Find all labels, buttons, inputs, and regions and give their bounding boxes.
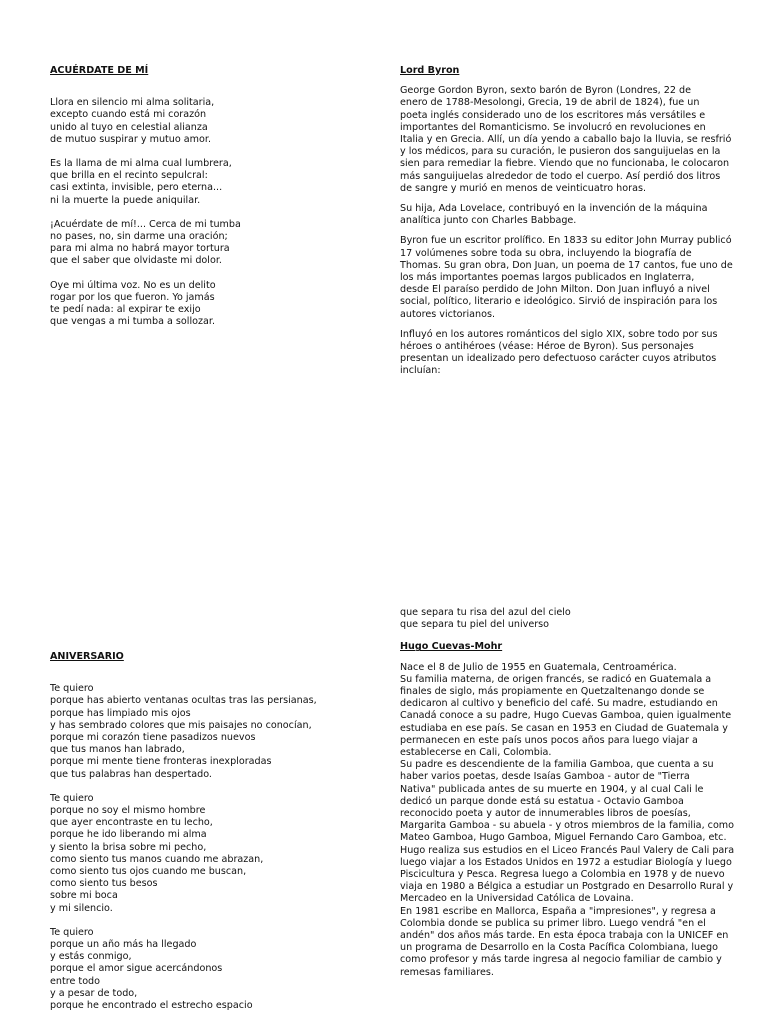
poem-stanza: Te quiero porque has abierto ventanas ocultas tras las persianas, porque has limpiado mis ojos y has sembrado colores que mis paisajes no conocían, porque mi corazón tiene pasadizos nuevos que tus manos han labrado, porque mi mente tiene fronteras inexploradas que tus palabras han despertado.	[50, 683, 317, 780]
poem-stanza: Te quiero porque no soy el mismo hombre que ayer encontraste en tu lecho, porque he ido liberando mi alma y siento la brisa sobre mi pecho, como siento tus manos cuando me abrazan, como siento tus ojos cuando me buscan, como siento tus besos sobre mi boca y mi silencio.	[50, 792, 264, 914]
cuevas-bio-section	[400, 607, 745, 979]
poem-title: ACUÉRDATE DE MÍ	[50, 65, 149, 76]
poem-stanza: Llora en silencio mi alma solitaria, excepto cuando está mi corazón unido al tuyo en celestial alianza de mutuo suspirar y mutuo amor.	[50, 97, 215, 145]
bio-paragraph: Su hija, Ada Lovelace, contribuyó en la invención de la máquina analítica junto con Charles Babbage.	[400, 203, 708, 227]
bio-title: Lord Byron	[400, 65, 460, 76]
poem-title: ANIVERSARIO	[50, 651, 124, 662]
poem-continuation: que separa tu risa del azul del cielo que separa tu piel del universo	[400, 607, 571, 631]
poem-stanza: Es la llama de mi alma cual lumbrera, que brilla en el recinto sepulcral: casi extinta, invisible, pero eterna... ni la muerte la puede aniquilar.	[50, 158, 232, 206]
poem-stanza: ¡Acuérdate de mí!... Cerca de mi tumba no pases, no, sin darme una oración; para mi alma no habrá mayor tortura que el saber que olvidaste mi dolor.	[50, 218, 241, 267]
poem-stanza: Te quiero porque un año más ha llegado y estás conmigo, porque el amor sigue acercándonos entre todo y a pesar de todo, porque he encontrado el estrecho espacio	[50, 926, 253, 1012]
poem-stanza: Oye mi última voz. No es un delito rogar por los que fueron. Yo jamás te pedí nada: al expirar te exijo que vengas a mi tumba a sollozar.	[50, 279, 216, 328]
bio-paragraph: Byron fue un escritor prolífico. En 1833 su editor John Murray publicó 17 volúmenes sobre toda su obra, incluyendo la biografía de Thomas. Su gran obra, Don Juan, un poema de 17 cantos, fue uno de los más importantes poemas largos publicados en Inglaterra, desde El paraíso perdido de John Milton. Don Juan influyó a nivel social, político, literario e ideológico. Sirvió de inspiración para los autores victorianos.	[400, 235, 733, 320]
byron-bio-section	[400, 65, 745, 378]
bio-title: Hugo Cuevas-Mohr	[400, 641, 503, 653]
bio-paragraph: George Gordon Byron, sexto barón de Byron (Londres, 22 de enero de 1788-Mesolongi, Grecia, 19 de abril de 1824), fue un poeta inglés considerado uno de los escritores más versátiles e importantes del Romanticismo. Se involucró en revoluciones en Italia y en Grecia. Allí, un día yendo a caballo bajo la lluvia, se resfrió y los médicos, para su curación, le pusieron dos sanguijuelas en la sien para remediar la fiebre. Viendo que no funcionaba, le colocaron más sanguijuelas alrededor de todo el cuerpo. Así perdió dos litros de sangre y murió en menos de veinticuatro horas.	[400, 85, 732, 194]
poem-acuerdate-section	[50, 65, 350, 328]
bio-paragraph: Nace el 8 de Julio de 1955 en Guatemala, Centroamérica. Su familia materna, de origen francés, se radicó en Guatemala a finales de siglo, más propiamente en Quetzaltenango donde se dedicaron al cultivo y beneficio del café. Su madre, estudiando en Canadá conoce a su padre, Hugo Cuevas Gamboa, quien igualmente estudiaba en ese país. Se casan en 1953 en Ciudad de Guatemala y permanecen en este país unos pocos años para luego viajar a establecerse en Cali, Colombia. Su padre es descendiente de la familia Gamboa, que cuenta a su haber varios poetas, desde Isaías Gamboa - autor de "Tierra Nativa" publicada antes de su muerte en 1904, y al cual Cali le dedicó un parque donde está su estatua - Octavio Gamboa reconocido poeta y autor de innumerables libros de poesías, Margarita Gamboa - su abuela - y otros miembros de la familia, como Mateo Gamboa, Hugo Gamboa, Miguel Fernando Caro Gamboa, etc. Hugo realiza sus estudios en el Liceo Francés Paul Valery de Cali para luego viajar a los Estados Unidos en 1972 a estudiar Biología y luego Piscicultura y Pesca. Regresa luego a Colombia en 1978 y de nuevo viaja en 1980 a Bélgica a estudiar un Postgrado en Desarrollo Rural y Mercadeo en la Universidad Católica de Lovaina. En 1981 escribe en Mallorca, España a "impresiones", y regresa a Colombia donde se publica su primer libro. Luego vendrá "en el andén" dos años más tarde. En esta época trabaja con la UNICEF en un programa de Desarrollo en la Costa Pacífica Colombiana, luego como profesor y más tarde ingresa al negocio familiar de cambio y remesas familiares.	[400, 661, 735, 978]
bio-paragraph: Influyó en los autores románticos del siglo XIX, sobre todo por sus héroes o antihéroes (véase: Héroe de Byron). Sus personajes presentan un idealizado pero defectuoso carácter cuyos atributos incluían:	[400, 328, 718, 377]
poem-aniversario-section	[50, 651, 370, 1012]
